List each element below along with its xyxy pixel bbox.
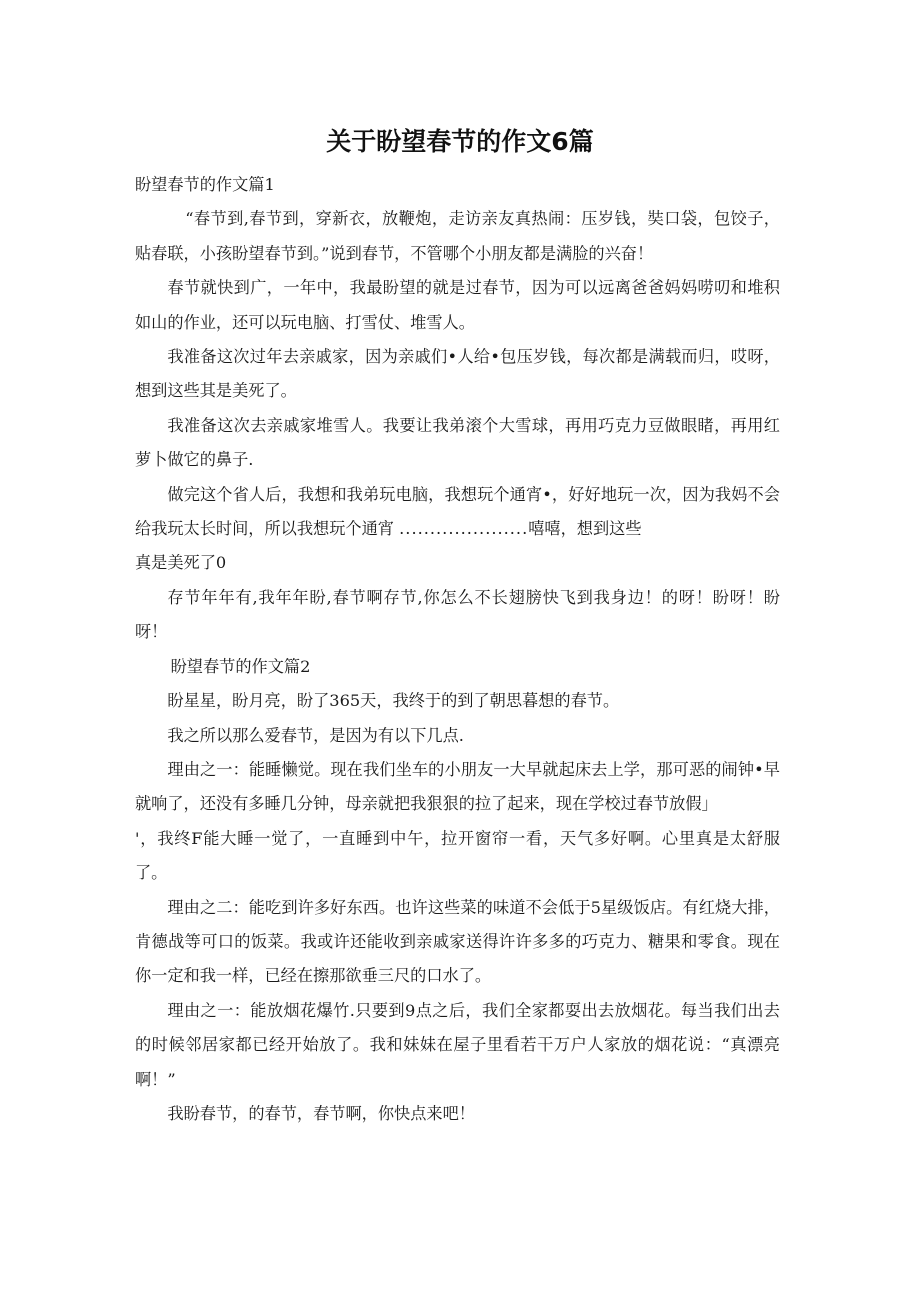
paragraph: “春节到,春节到，穿新衣，放鞭炮，走访亲友真热闹：压岁钱，奘口袋，包饺子，贴春联，小孩盼望春节到。”说到春节，不管哪个小朋友都是满脸的兴奋！ [135, 209, 780, 263]
paragraph-text: 嘻嘻，想到这些 [528, 519, 642, 539]
paragraph: 真是美死了0 [135, 553, 227, 573]
paragraph: 春节就快到广，一年中，我最盼望的就是过春节，因为可以远离爸爸妈妈唠叨和堆积如山的作业，还可以玩电脑、打雪仗、堆雪人。 [135, 278, 780, 332]
paragraph: 我准备这次过年去亲戚家，因为亲戚们•人给•包压岁钱，每次都是满载而归，哎呀，想到这些其是美死了。 [135, 347, 780, 401]
ellipsis-dots: ..................... [399, 519, 529, 539]
section-heading-2: 盼望春节的作文篇2 [170, 656, 311, 676]
paragraph: 我盼春节，的春节，春节啊，你快点来吧！ [167, 1103, 475, 1123]
paragraph-with-ellipsis [135, 478, 780, 547]
paragraph: 盼星星，盼月亮，盼了365天，我终于的到了朝思暮想的春节。 [167, 691, 620, 711]
paragraph: '，我终F能大睡一觉了，一直睡到中午，拉开窗帘一看，天气多好啊。心里真是太舒服了。 [135, 828, 780, 883]
section-heading-1: 盼望春节的作文篇1 [135, 175, 275, 194]
document-body [135, 168, 780, 1131]
paragraph: 我之所以那么爱春节，是因为有以下几点. [167, 725, 464, 745]
paragraph: 理由之一：能放烟花爆竹.只要到9点之后，我们全家都耍出去放烟花。每当我们出去的时候邻居家都已经开始放了。我和妹妹在屋子里看若干万户人家放的烟花说：“真漂亮啊！” [135, 1000, 780, 1089]
paragraph: 存节年年有,我年年盼,春节啊存节,你怎么不长翅膀快飞到我身边！的呀！盼呀！盼呀！ [135, 587, 780, 642]
paragraph-text: 做完这个省人后，我想和我弟玩电脑，我想玩个通宵•，好好地玩一次，因为我妈不会给我玩太长时间，所以我想玩个通宵 [135, 484, 780, 539]
paragraph: 理由之一：能睡懒觉。现在我们坐车的小朋友一大早就起床去上学，那可恶的闹钟•早就响了，还没有多睡几分钟，母亲就把我狠狠的拉了起来，现在学校过春节放假」 [135, 759, 780, 814]
paragraph: 理由之二：能吃到许多好东西。也许这些菜的味道不会低于5星级饭店。有红烧大排，肯德战等可口的饭菜。我或许还能收到亲戚家送得许许多多的巧克力、糖果和零食。现在你一定和我一样，已经在擦那欲垂三尺的口水了。 [135, 897, 780, 986]
paragraph: 我准备这次去亲戚家堆雪人。我要让我弟滚个大雪球，再用巧克力豆做眼睹，再用红萝卜做它的鼻子. [135, 415, 780, 470]
document-title: 关于盼望春节的作文6篇 [326, 127, 594, 156]
